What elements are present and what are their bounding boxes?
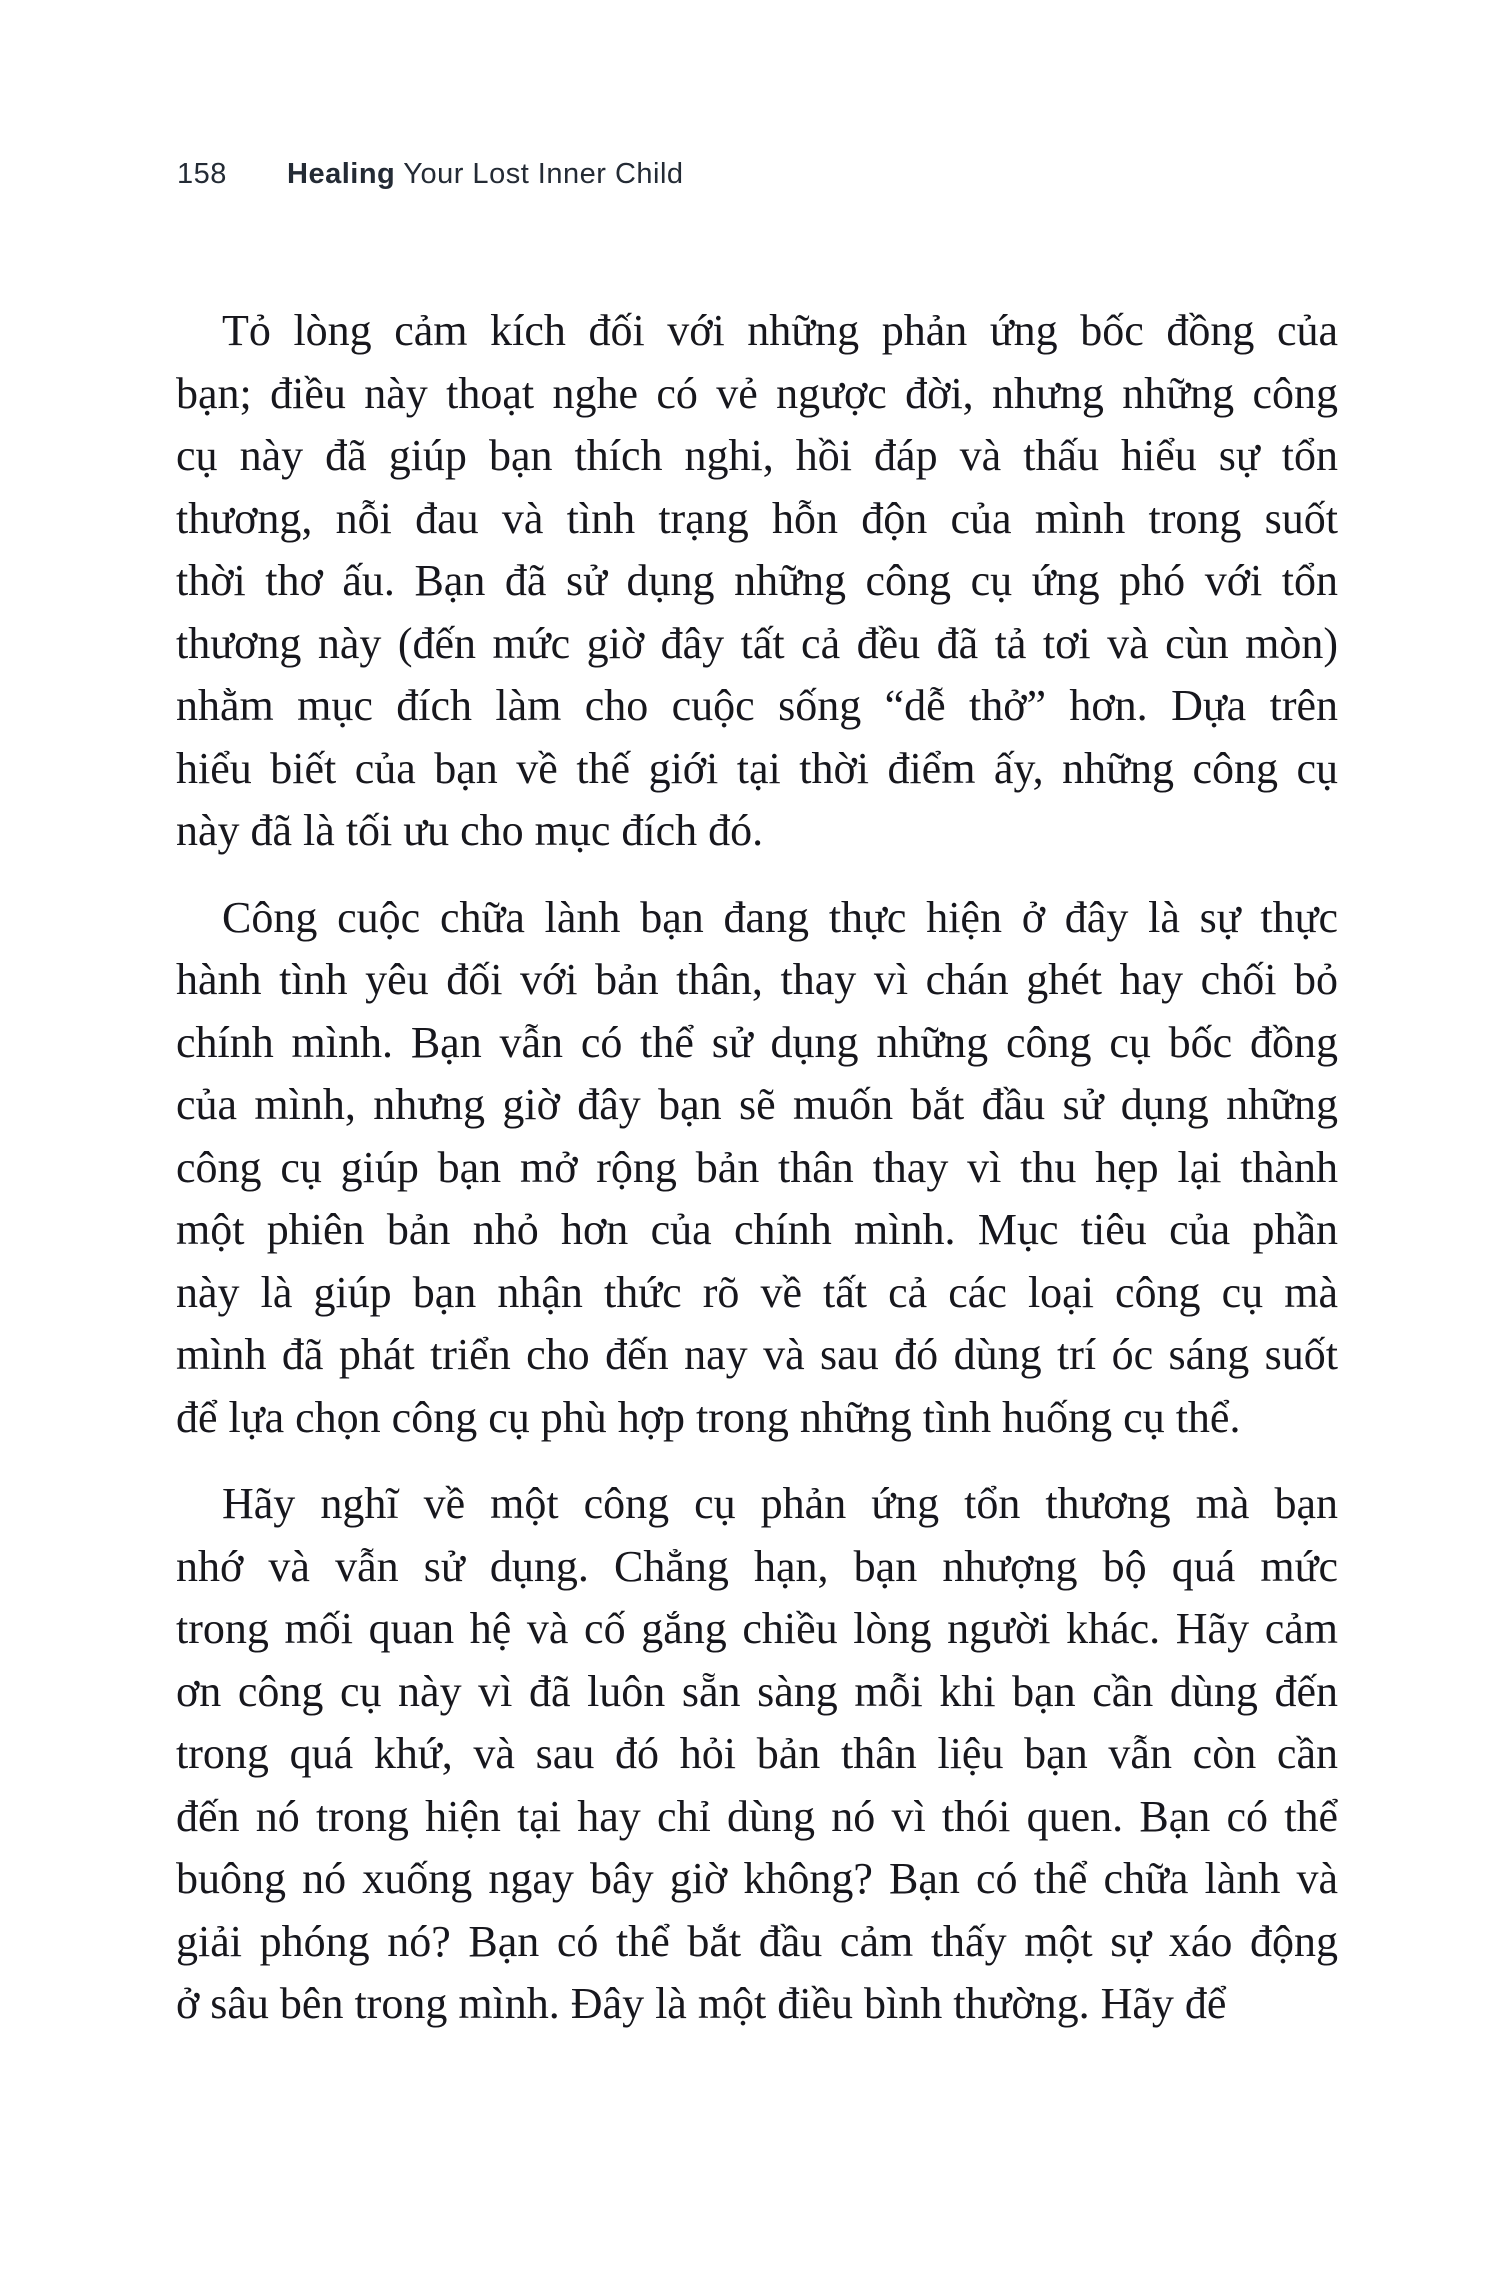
text-line: này là giúp bạn nhận thức rõ về tất cả các loại công cụ mà	[176, 1267, 1338, 1317]
page-body-text	[176, 300, 1338, 2060]
text-line: công cụ giúp bạn mở rộng bản thân thay vì thu hẹp lại thành	[176, 1142, 1338, 1192]
page-number: 158	[177, 158, 227, 190]
text-line: trong mối quan hệ và cố gắng chiều lòng người khác. Hãy cảm	[176, 1604, 1338, 1653]
text-line: ở sâu bên trong mình. Đây là một điều bình thường. Hãy để	[176, 1979, 1227, 2028]
text-line: nhằm mục đích làm cho cuộc sống “dễ thở” hơn. Dựa trên	[176, 681, 1338, 730]
text-line: thương, nỗi đau và tình trạng hỗn độn của mình trong suốt	[176, 493, 1338, 543]
text-line: ơn công cụ này vì đã luôn sẵn sàng mỗi khi bạn cần dùng đến	[176, 1666, 1338, 1716]
text-line: hành tình yêu đối với bản thân, thay vì chán ghét hay chối bỏ	[176, 955, 1338, 1004]
text-line: đến nó trong hiện tại hay chỉ dùng nó vì thói quen. Bạn có thể	[176, 1791, 1338, 1841]
text-line: chính mình. Bạn vẫn có thể sử dụng những công cụ bốc đồng	[176, 1017, 1338, 1067]
running-head-title-bold: Healing	[287, 158, 396, 190]
text-line: bạn; điều này thoạt nghe có vẻ ngược đời, nhưng những công	[176, 368, 1338, 418]
paragraph	[176, 300, 1338, 863]
text-line: Hãy nghĩ về một công cụ phản ứng tổn thương mà bạn	[222, 1479, 1338, 1528]
text-line: để lựa chọn công cụ phù hợp trong những tình huống cụ thể.	[176, 1392, 1241, 1442]
paragraph	[176, 1473, 1338, 2036]
text-line: này đã là tối ưu cho mục đích đó.	[176, 806, 764, 855]
text-line: mình đã phát triển cho đến nay và sau đó dùng trí óc sáng suốt	[176, 1330, 1338, 1379]
text-line: của mình, nhưng giờ đây bạn sẽ muốn bắt đầu sử dụng những	[176, 1080, 1338, 1129]
paragraph	[176, 887, 1338, 1450]
text-line: thời thơ ấu. Bạn đã sử dụng những công cụ ứng phó với tổn	[176, 556, 1338, 605]
text-line: Tỏ lòng cảm kích đối với những phản ứng bốc đồng của	[222, 306, 1338, 355]
text-line: giải phóng nó? Bạn có thể bắt đầu cảm thấy một sự xáo động	[176, 1916, 1338, 1966]
running-head-title	[287, 158, 684, 191]
running-header	[177, 158, 684, 191]
text-line: trong quá khứ, và sau đó hỏi bản thân liệu bạn vẫn còn cần	[176, 1729, 1338, 1778]
running-head-title-rest: Your Lost Inner Child	[395, 158, 684, 190]
text-line: Công cuộc chữa lành bạn đang thực hiện ở đây là sự thực	[222, 892, 1338, 942]
text-line: cụ này đã giúp bạn thích nghi, hồi đáp và thấu hiểu sự tổn	[176, 431, 1338, 480]
text-line: nhớ và vẫn sử dụng. Chẳng hạn, bạn nhượng bộ quá mức	[176, 1541, 1338, 1591]
text-line: một phiên bản nhỏ hơn của chính mình. Mục tiêu của phần	[176, 1205, 1338, 1254]
text-line: hiểu biết của bạn về thế giới tại thời điểm ấy, những công cụ	[176, 743, 1338, 793]
text-line: thương này (đến mức giờ đây tất cả đều đã tả tơi và cùn mòn)	[176, 618, 1338, 668]
text-line: buông nó xuống ngay bây giờ không? Bạn có thể chữa lành và	[176, 1854, 1338, 1903]
